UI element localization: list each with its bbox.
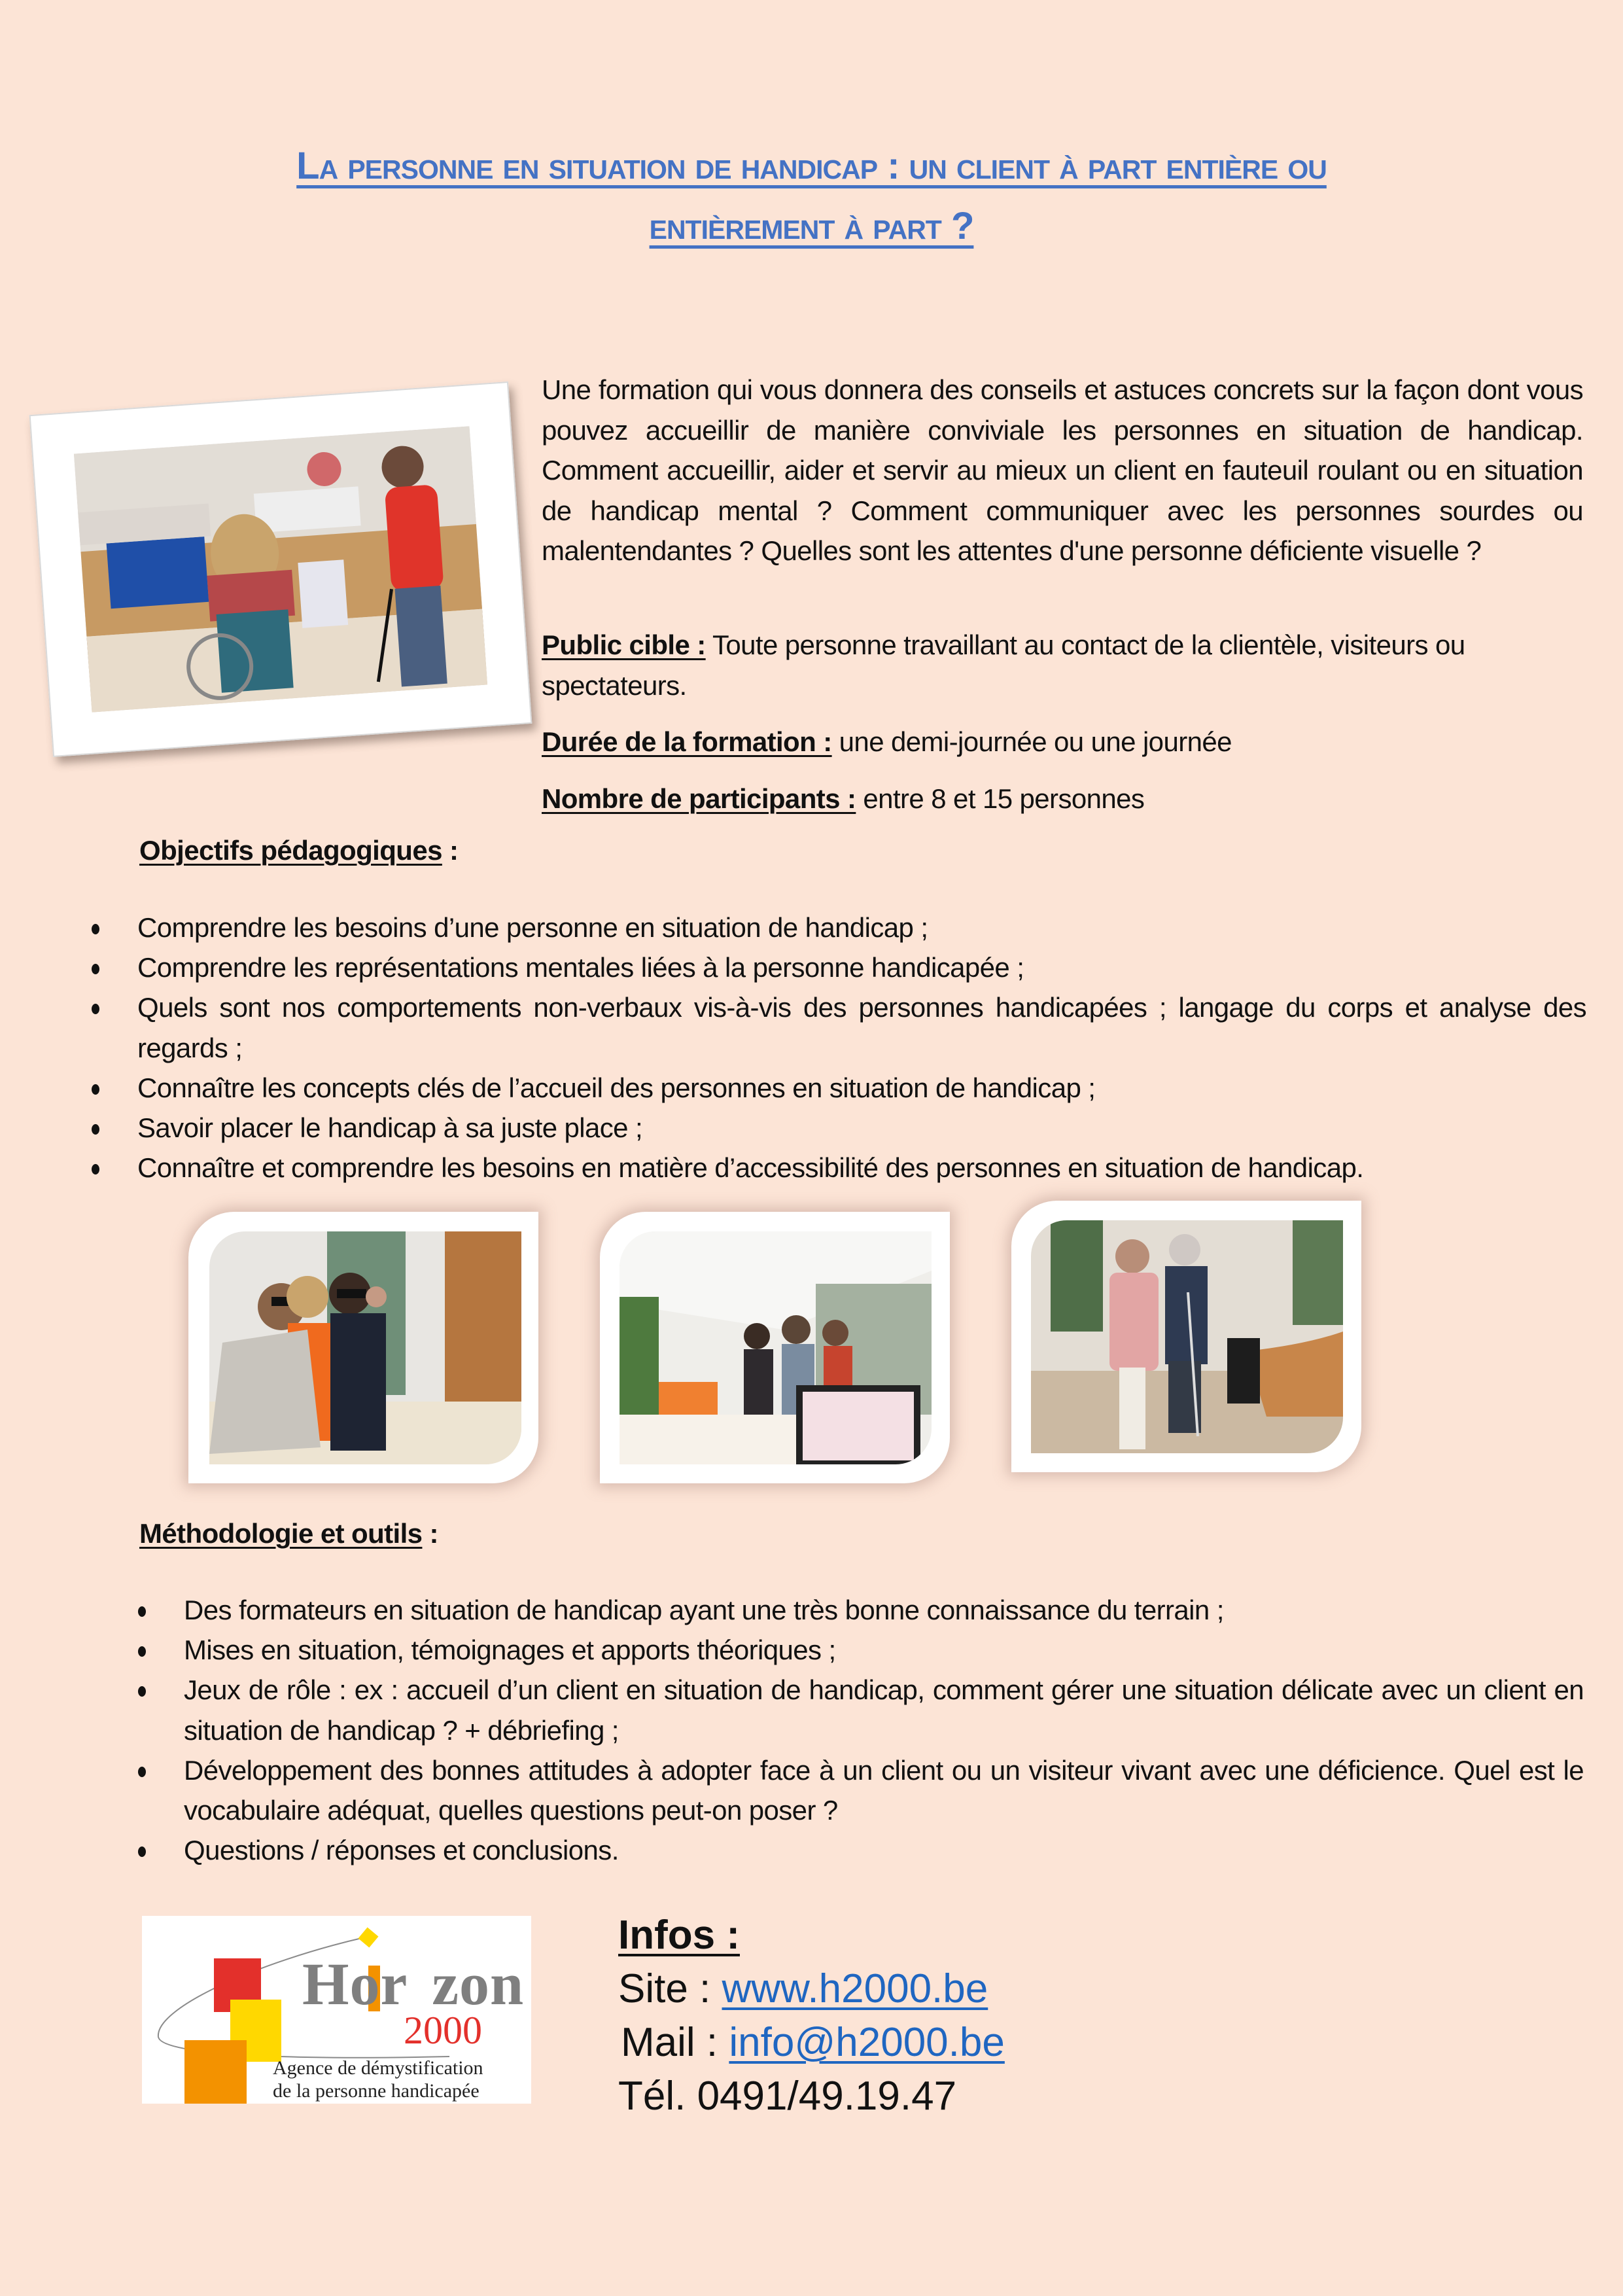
page-title: [98, 136, 1525, 256]
list-item-text: Développement des bonnes attitudes à adopter face à un client ou un visiteur vivant avec une déficience. Quel est le vocabulaire adéquat, quelles questions peut-on poser ?: [184, 1754, 1584, 1826]
participants-value: entre 8 et 15 personnes: [856, 783, 1145, 814]
site-link[interactable]: www.h2000.be: [722, 1966, 988, 2011]
logo-word-post: zon: [432, 1951, 525, 2017]
bullet-icon: [92, 924, 99, 934]
public-cible-label: Public cible :: [542, 629, 706, 660]
nombre-participants: [542, 779, 1588, 819]
contact-infos: [618, 1909, 1005, 2123]
site-line: [618, 1962, 1005, 2016]
bullet-icon: [138, 1646, 146, 1657]
methodologie-heading: [139, 1518, 438, 1549]
logo-tagline: [273, 2057, 483, 2102]
logo-word-i: [408, 1951, 432, 2017]
photo-frame-guiding: [1011, 1201, 1361, 1472]
methodologie-heading-text: Méthodologie et outils: [139, 1518, 423, 1549]
list-item-text: Comprendre les représentations mentales liées à la personne handicapée ;: [137, 952, 1024, 983]
bullet-icon: [138, 1846, 146, 1857]
bullet-icon: [92, 1124, 99, 1135]
mail-label: Mail :: [621, 2020, 729, 2065]
bullet-icon: [92, 1084, 99, 1095]
bullet-icon: [138, 1686, 146, 1697]
duree-label: Durée de la formation :: [542, 726, 832, 757]
bullet-icon: [92, 1004, 99, 1014]
list-item-text: Jeux de rôle : ex : accueil d’un client en situation de handicap, comment gérer une situation délicate avec un client en situation de handicap ? + débriefing ;: [184, 1674, 1584, 1746]
list-item-text: Des formateurs en situation de handicap ayant une très bonne connaissance du terrain ;: [184, 1595, 1224, 1625]
logo-wordmark: [302, 1951, 525, 2017]
bullet-icon: [138, 1767, 146, 1777]
objectifs-heading: [139, 835, 458, 866]
participants-label: Nombre de participants :: [542, 783, 856, 814]
site-label: Site :: [618, 1966, 722, 2011]
mail-line: [618, 2016, 1005, 2070]
list-item-text: Connaître les concepts clés de l’accueil des personnes en situation de handicap ;: [137, 1072, 1096, 1103]
list-item: [137, 947, 1586, 987]
list-item: [184, 1670, 1584, 1750]
horizon-2000-logo: [142, 1916, 531, 2104]
logo-tagline-1: Agence de démystification: [273, 2057, 483, 2079]
public-cible-value: Toute personne travaillant au contact de la clientèle, visiteurs ou spectateurs.: [542, 629, 1465, 701]
public-cible: [542, 625, 1588, 705]
list-item: [137, 1068, 1586, 1108]
photo-frame-reception: [29, 381, 532, 757]
photo-blindfold-exercise: [209, 1231, 521, 1464]
list-item: [137, 987, 1586, 1067]
title-line-2: entièrement à part ?: [649, 205, 974, 247]
photo-guiding-exercise: [1031, 1220, 1343, 1453]
methodologie-heading-suffix: :: [422, 1518, 438, 1549]
list-item-text: Mises en situation, témoignages et apports théoriques ;: [184, 1634, 836, 1666]
duree-formation: [542, 722, 1588, 762]
list-item: [184, 1590, 1584, 1630]
list-item-text: Connaître et comprendre les besoins en matière d’accessibilité des personnes en situation de handicap.: [137, 1152, 1364, 1184]
photo-frame-office: [600, 1212, 950, 1483]
objectifs-heading-suffix: :: [442, 835, 459, 866]
list-item-text: Comprendre les besoins d’une personne en situation de handicap ;: [137, 912, 928, 943]
list-item-text: Quels sont nos comportements non-verbaux vis-à-vis des personnes handicapées ; langage du corps et analyse des regards ;: [137, 992, 1586, 1063]
duree-value: une demi-journée ou une journée: [831, 726, 1232, 757]
logo-word-pre: Hor: [302, 1951, 408, 2017]
bullet-icon: [138, 1606, 146, 1617]
logo-tagline-2: de la personne handicapée: [273, 2080, 480, 2102]
photo-office-team: [620, 1231, 932, 1464]
title-line-1: La personne en situation de handicap : un client à part entière ou: [296, 145, 1327, 187]
bullet-icon: [92, 964, 99, 974]
list-item: [137, 1108, 1586, 1148]
list-item-text: Questions / réponses et conclusions.: [184, 1835, 619, 1866]
logo-number: 2000: [404, 2009, 482, 2052]
mail-link[interactable]: info@h2000.be: [729, 2020, 1005, 2065]
list-item: [184, 1830, 1584, 1870]
methodologie-list: [184, 1590, 1584, 1870]
bullet-icon: [92, 1164, 99, 1174]
infos-heading: Infos :: [618, 1913, 740, 1958]
list-item: [137, 1148, 1586, 1188]
intro-paragraph: Une formation qui vous donnera des conseils et astuces concrets sur la façon dont vous pouvez accueillir de manière conviviale les personnes en situation de handicap. Comment accueillir, aider et servir au mieux un client en fauteuil roulant ou en situation de handicap mental ? Comment communiquer avec les personnes sourdes ou malentendantes ? Quelles sont les attentes d'une personne déficiente visuelle ?: [542, 374, 1583, 566]
list-item: [184, 1750, 1584, 1830]
objectifs-list: [137, 908, 1586, 1188]
list-item-text: Savoir placer le handicap à sa juste place ;: [137, 1112, 643, 1144]
list-item: [184, 1630, 1584, 1670]
list-item: [137, 908, 1586, 947]
photo-reception-wheelchair: [74, 426, 487, 712]
phone-line: Tél. 0491/49.19.47: [618, 2074, 957, 2119]
photo-frame-blindfold: [188, 1212, 538, 1483]
objectifs-heading-text: Objectifs pédagogiques: [139, 835, 442, 866]
